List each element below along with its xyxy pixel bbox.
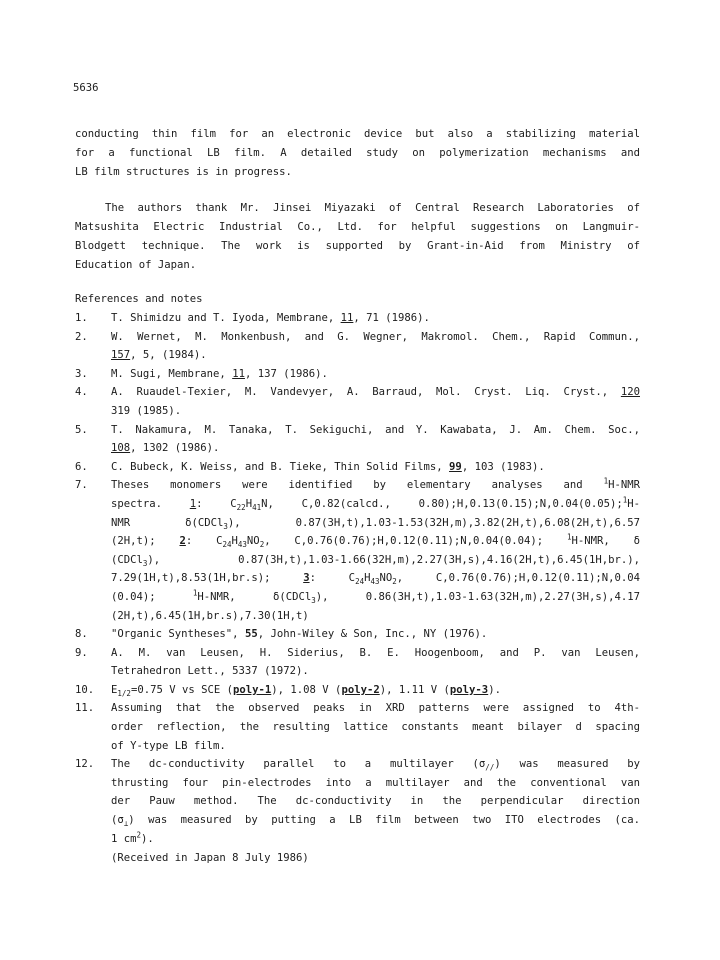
reference-number: 5. xyxy=(75,423,88,436)
reference-line: NMR δ(CDCl$_3$), 0.87(3H,t),1.03-1.53(32H,m),3.82(2H,t),6.08(2H,t),6.57 xyxy=(111,516,640,531)
text-line: The authors thank Mr. Jinsei Miyazaki of Central Research Laboratories of xyxy=(105,202,640,214)
reference-line: (2H,t); 2: $C_{24}H_{43}NO_2$, C,0.76(0.76);H,0.12(0.11);N,0.04(0.04); $^1$H-NMR, δ xyxy=(111,532,640,550)
acknowledgements-paragraph xyxy=(75,199,640,275)
reference-number: 1. xyxy=(75,312,88,324)
reference-line: The dc-conductivity parallel to a multilayer $(\sigma_{//})$ was measured by xyxy=(111,758,640,773)
text-line: LB film structures is in progress. xyxy=(75,166,292,178)
closing-paragraph xyxy=(75,125,640,182)
reference-line: $E_{1/2}=0.75$ V vs SCE (poly-1), 1.08 V (poly-2), 1.11 V (poly-3). xyxy=(111,683,501,698)
reference-line: $(\sigma_\perp)$ was measured by putting a LB film between two ITO electrodes (ca. xyxy=(111,814,640,829)
reference-line: A. M. van Leusen, H. Siderius, B. E. Hoogenboom, and P. van Leusen, xyxy=(111,646,640,659)
reference-item xyxy=(75,699,640,755)
reference-line: spectra. 1: $C_{22}H_{41}N$, C,0.82(calcd., 0.80);H,0.13(0.15);N,0.04(0.05);$^1$H- xyxy=(111,495,641,513)
reference-line: (0.04); $^1$H-NMR, δ(CDCl$_3$), 0.86(3H,t),1.03-1.63(32H,m),2.27(3H,s),4.17 xyxy=(111,588,640,606)
reference-line: thrusting four pin-electrodes into a multilayer and the conventional van xyxy=(111,776,640,789)
reference-number: 12. xyxy=(75,758,95,771)
reference-line: der Pauw method. The dc-conductivity in the perpendicular direction xyxy=(111,795,640,808)
reference-item xyxy=(75,309,640,328)
reference-line: of Y-type LB film. xyxy=(111,739,226,752)
reference-item xyxy=(75,421,640,458)
reference-item xyxy=(75,625,640,644)
text-line: Education of Japan. xyxy=(75,259,197,271)
text-line: for a functional LB film. A detailed study on polymerization mechanisms and xyxy=(75,147,640,159)
reference-line: order reflection, the resulting lattice constants meant bilayer d spacing xyxy=(111,721,640,734)
reference-line: A. Ruaudel-Texier, M. Vandevyer, A. Barraud, Mol. Cryst. Liq. Cryst., 120 xyxy=(111,386,640,399)
reference-line: T. Shimidzu and T. Iyoda, Membrane, 11, 71 (1986). xyxy=(111,312,430,324)
reference-item xyxy=(75,365,640,384)
reference-number: 6. xyxy=(75,460,88,473)
reference-number: 2. xyxy=(75,330,88,343)
reference-line: Assuming that the observed peaks in XRD patterns were assigned to 4th- xyxy=(111,702,640,715)
reference-number: 4. xyxy=(75,386,88,399)
reference-number: 3. xyxy=(75,367,88,380)
reference-number: 8. xyxy=(75,628,88,641)
reference-line: 319 (1985). xyxy=(111,404,182,417)
reference-item xyxy=(75,755,640,848)
reference-line: Theses monomers were identified by elementary analyses and $^1$H-NMR xyxy=(111,476,640,492)
reference-number: 9. xyxy=(75,646,88,659)
text-line: conducting thin film for an electronic device but also a stabilizing material xyxy=(75,128,640,140)
references-list xyxy=(75,309,640,848)
reference-line: T. Nakamura, M. Tanaka, T. Sekiguchi, and Y. Kawabata, J. Am. Chem. Soc., xyxy=(111,423,640,436)
reference-line: M. Sugi, Membrane, 11, 137 (1986). xyxy=(111,367,328,380)
reference-item xyxy=(75,644,640,681)
reference-line: 1 $cm^2$). xyxy=(111,830,154,845)
reference-item xyxy=(75,383,640,420)
references-heading: References and notes xyxy=(75,293,203,305)
reference-number: 7. xyxy=(75,479,88,492)
reference-line: "Organic Syntheses", 55, John-Wiley & Son, Inc., NY (1976). xyxy=(111,628,488,641)
reference-number: 10. xyxy=(75,683,95,696)
text-line: Matsushita Electric Industrial Co., Ltd. for helpful suggestions on Langmuir- xyxy=(75,221,640,233)
reference-item xyxy=(75,681,640,700)
reference-line: (CDCl$_3$), 0.87(3H,t),1.03-1.66(32H,m),2.27(3H,s),4.16(2H,t),6.45(1H,br.), xyxy=(111,553,640,568)
reference-number: 11. xyxy=(75,702,95,715)
text-line: Blodgett technique. The work is supported by Grant-in-Aid from Ministry of xyxy=(75,240,640,252)
reference-line: C. Bubeck, K. Weiss, and B. Tieke, Thin Solid Films, 99, 103 (1983). xyxy=(111,460,545,473)
page-number: 5636 xyxy=(73,82,99,94)
reference-line: Tetrahedron Lett., 5337 (1972). xyxy=(111,665,309,678)
reference-line: 7.29(1H,t),8.53(1H,br.s); 3: $C_{24}H_{43}NO_2$, C,0.76(0.76);H,0.12(0.11);N,0.04 xyxy=(111,572,640,587)
received-date: (Received in Japan 8 July 1986) xyxy=(111,852,309,864)
reference-line: 108, 1302 (1986). xyxy=(111,442,220,455)
reference-line: 157, 5, (1984). xyxy=(111,349,207,362)
reference-item xyxy=(75,458,640,477)
reference-line: (2H,t),6.45(1H,br.s),7.30(1H,t) xyxy=(111,609,309,622)
reference-item xyxy=(75,328,640,365)
reference-item xyxy=(75,476,640,625)
reference-line: W. Wernet, M. Monkenbush, and G. Wegner, Makromol. Chem., Rapid Commun., xyxy=(111,330,640,343)
